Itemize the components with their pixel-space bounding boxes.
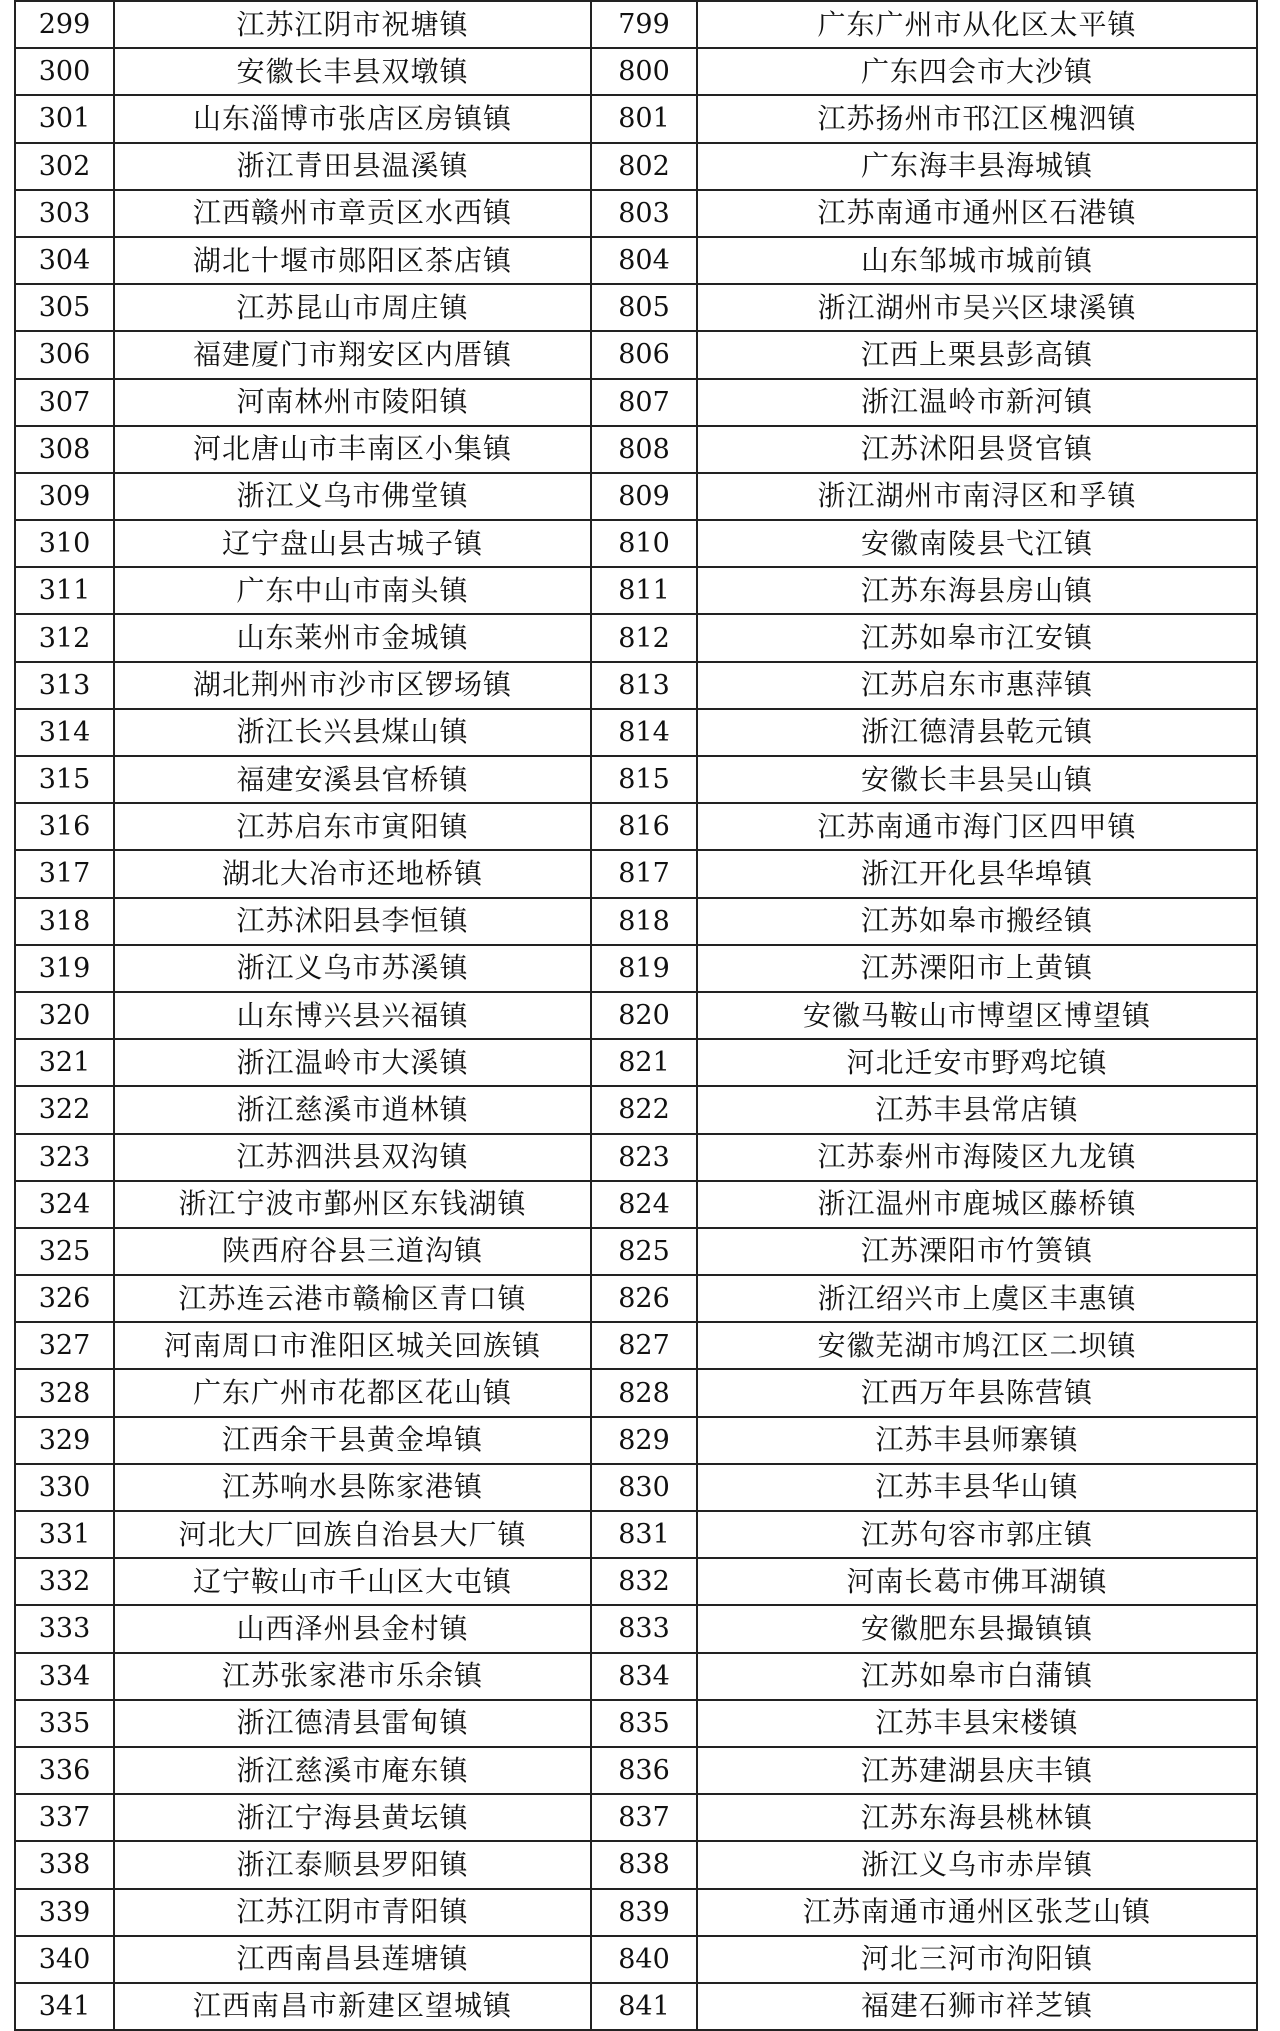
left-number-cell: 318	[15, 898, 114, 945]
left-town-name-cell: 浙江义乌市苏溪镇	[114, 945, 591, 992]
right-number-cell: 802	[591, 143, 697, 190]
table-row	[15, 1889, 1257, 1936]
table-row	[15, 1605, 1257, 1652]
left-number-cell: 328	[15, 1369, 114, 1416]
left-number-cell: 309	[15, 473, 114, 520]
left-town-name-cell: 浙江慈溪市逍林镇	[114, 1086, 591, 1133]
right-number-cell: 839	[591, 1889, 697, 1936]
left-town-name-cell: 山东淄博市张店区房镇镇	[114, 95, 591, 142]
right-number-cell: 807	[591, 379, 697, 426]
right-town-name-cell: 江苏启东市惠萍镇	[697, 662, 1257, 709]
right-town-name-cell: 河北三河市泃阳镇	[697, 1936, 1257, 1983]
right-number-cell: 834	[591, 1653, 697, 1700]
table-row	[15, 992, 1257, 1039]
table-row	[15, 1983, 1257, 2030]
left-number-cell: 323	[15, 1134, 114, 1181]
left-number-cell: 334	[15, 1653, 114, 1700]
right-town-name-cell: 江苏溧阳市上黄镇	[697, 945, 1257, 992]
table-row	[15, 1464, 1257, 1511]
left-town-name-cell: 浙江德清县雷甸镇	[114, 1700, 591, 1747]
table-row	[15, 237, 1257, 284]
town-list-table	[14, 0, 1258, 2031]
left-number-cell: 317	[15, 850, 114, 897]
left-number-cell: 331	[15, 1511, 114, 1558]
table-row	[15, 331, 1257, 378]
right-number-cell: 836	[591, 1747, 697, 1794]
left-town-name-cell: 辽宁鞍山市千山区大屯镇	[114, 1558, 591, 1605]
right-town-name-cell: 江苏南通市通州区石港镇	[697, 190, 1257, 237]
left-town-name-cell: 江西余干县黄金埠镇	[114, 1417, 591, 1464]
left-town-name-cell: 江西南昌市新建区望城镇	[114, 1983, 591, 2030]
left-town-name-cell: 广东广州市花都区花山镇	[114, 1369, 591, 1416]
table-row	[15, 1936, 1257, 1983]
right-town-name-cell: 江苏丰县师寨镇	[697, 1417, 1257, 1464]
right-number-cell: 829	[591, 1417, 697, 1464]
left-number-cell: 325	[15, 1228, 114, 1275]
left-number-cell: 304	[15, 237, 114, 284]
right-number-cell: 809	[591, 473, 697, 520]
right-number-cell: 799	[591, 1, 697, 48]
left-number-cell: 303	[15, 190, 114, 237]
right-number-cell: 833	[591, 1605, 697, 1652]
right-town-name-cell: 江苏南通市通州区张芝山镇	[697, 1889, 1257, 1936]
left-town-name-cell: 河南周口市淮阳区城关回族镇	[114, 1322, 591, 1369]
left-town-name-cell: 江苏张家港市乐余镇	[114, 1653, 591, 1700]
left-number-cell: 340	[15, 1936, 114, 1983]
left-number-cell: 315	[15, 756, 114, 803]
table-row	[15, 190, 1257, 237]
table-row	[15, 1086, 1257, 1133]
left-town-name-cell: 福建厦门市翔安区内厝镇	[114, 331, 591, 378]
right-town-name-cell: 江西万年县陈营镇	[697, 1369, 1257, 1416]
table-row	[15, 1275, 1257, 1322]
right-town-name-cell: 福建石狮市祥芝镇	[697, 1983, 1257, 2030]
table-row	[15, 1417, 1257, 1464]
table-body	[15, 1, 1257, 2030]
right-town-name-cell: 广东四会市大沙镇	[697, 48, 1257, 95]
right-number-cell: 806	[591, 331, 697, 378]
table-row	[15, 1700, 1257, 1747]
left-number-cell: 339	[15, 1889, 114, 1936]
table-row	[15, 709, 1257, 756]
table-row	[15, 1511, 1257, 1558]
right-town-name-cell: 浙江温岭市新河镇	[697, 379, 1257, 426]
left-town-name-cell: 江苏江阴市青阳镇	[114, 1889, 591, 1936]
left-number-cell: 312	[15, 614, 114, 661]
right-town-name-cell: 江苏句容市郭庄镇	[697, 1511, 1257, 1558]
left-town-name-cell: 浙江宁波市鄞州区东钱湖镇	[114, 1181, 591, 1228]
left-town-name-cell: 湖北荆州市沙市区锣场镇	[114, 662, 591, 709]
table-row	[15, 1794, 1257, 1841]
right-number-cell: 813	[591, 662, 697, 709]
right-number-cell: 822	[591, 1086, 697, 1133]
right-town-name-cell: 江苏丰县宋楼镇	[697, 1700, 1257, 1747]
left-town-name-cell: 湖北大冶市还地桥镇	[114, 850, 591, 897]
left-town-name-cell: 河南林州市陵阳镇	[114, 379, 591, 426]
right-number-cell: 814	[591, 709, 697, 756]
right-town-name-cell: 安徽芜湖市鸠江区二坝镇	[697, 1322, 1257, 1369]
left-number-cell: 321	[15, 1039, 114, 1086]
left-number-cell: 302	[15, 143, 114, 190]
table-row	[15, 1322, 1257, 1369]
table-row	[15, 143, 1257, 190]
left-number-cell: 336	[15, 1747, 114, 1794]
right-town-name-cell: 江苏丰县常店镇	[697, 1086, 1257, 1133]
right-town-name-cell: 江苏如皋市搬经镇	[697, 898, 1257, 945]
right-number-cell: 817	[591, 850, 697, 897]
left-town-name-cell: 浙江长兴县煤山镇	[114, 709, 591, 756]
left-town-name-cell: 江苏启东市寅阳镇	[114, 803, 591, 850]
left-town-name-cell: 江西赣州市章贡区水西镇	[114, 190, 591, 237]
table-row	[15, 803, 1257, 850]
table-row	[15, 662, 1257, 709]
right-number-cell: 835	[591, 1700, 697, 1747]
right-number-cell: 828	[591, 1369, 697, 1416]
right-number-cell: 840	[591, 1936, 697, 1983]
left-town-name-cell: 江苏江阴市祝塘镇	[114, 1, 591, 48]
right-town-name-cell: 江苏泰州市海陵区九龙镇	[697, 1134, 1257, 1181]
table-row	[15, 284, 1257, 331]
right-town-name-cell: 浙江温州市鹿城区藤桥镇	[697, 1181, 1257, 1228]
table-row	[15, 1558, 1257, 1605]
right-number-cell: 837	[591, 1794, 697, 1841]
table-row	[15, 1134, 1257, 1181]
right-town-name-cell: 江苏沭阳县贤官镇	[697, 426, 1257, 473]
left-town-name-cell: 浙江温岭市大溪镇	[114, 1039, 591, 1086]
table-row	[15, 95, 1257, 142]
left-number-cell: 326	[15, 1275, 114, 1322]
left-number-cell: 320	[15, 992, 114, 1039]
right-number-cell: 801	[591, 95, 697, 142]
left-number-cell: 311	[15, 567, 114, 614]
left-number-cell: 333	[15, 1605, 114, 1652]
table-row	[15, 614, 1257, 661]
right-town-name-cell: 浙江开化县华埠镇	[697, 850, 1257, 897]
left-number-cell: 335	[15, 1700, 114, 1747]
left-number-cell: 338	[15, 1841, 114, 1888]
table-row	[15, 945, 1257, 992]
left-number-cell: 329	[15, 1417, 114, 1464]
left-town-name-cell: 山西泽州县金村镇	[114, 1605, 591, 1652]
table-row	[15, 379, 1257, 426]
left-town-name-cell: 河北唐山市丰南区小集镇	[114, 426, 591, 473]
left-number-cell: 337	[15, 1794, 114, 1841]
right-number-cell: 811	[591, 567, 697, 614]
left-town-name-cell: 江苏昆山市周庄镇	[114, 284, 591, 331]
left-town-name-cell: 江苏连云港市赣榆区青口镇	[114, 1275, 591, 1322]
table-row	[15, 473, 1257, 520]
right-number-cell: 830	[591, 1464, 697, 1511]
left-number-cell: 322	[15, 1086, 114, 1133]
left-number-cell: 301	[15, 95, 114, 142]
right-number-cell: 818	[591, 898, 697, 945]
right-town-name-cell: 安徽肥东县撮镇镇	[697, 1605, 1257, 1652]
right-town-name-cell: 江苏东海县房山镇	[697, 567, 1257, 614]
table-row	[15, 1, 1257, 48]
right-town-name-cell: 江苏丰县华山镇	[697, 1464, 1257, 1511]
left-number-cell: 316	[15, 803, 114, 850]
right-town-name-cell: 安徽南陵县弋江镇	[697, 520, 1257, 567]
left-number-cell: 324	[15, 1181, 114, 1228]
left-number-cell: 332	[15, 1558, 114, 1605]
right-number-cell: 820	[591, 992, 697, 1039]
left-number-cell: 299	[15, 1, 114, 48]
left-number-cell: 305	[15, 284, 114, 331]
right-number-cell: 810	[591, 520, 697, 567]
left-town-name-cell: 浙江青田县温溪镇	[114, 143, 591, 190]
right-town-name-cell: 江苏建湖县庆丰镇	[697, 1747, 1257, 1794]
right-number-cell: 819	[591, 945, 697, 992]
left-number-cell: 330	[15, 1464, 114, 1511]
right-number-cell: 800	[591, 48, 697, 95]
right-town-name-cell: 江苏如皋市白蒲镇	[697, 1653, 1257, 1700]
table-row	[15, 756, 1257, 803]
left-number-cell: 306	[15, 331, 114, 378]
table-row	[15, 1369, 1257, 1416]
left-number-cell: 341	[15, 1983, 114, 2030]
left-number-cell: 300	[15, 48, 114, 95]
left-town-name-cell: 浙江宁海县黄坛镇	[114, 1794, 591, 1841]
right-number-cell: 808	[591, 426, 697, 473]
right-town-name-cell: 安徽长丰县吴山镇	[697, 756, 1257, 803]
left-town-name-cell: 江西南昌县莲塘镇	[114, 1936, 591, 1983]
left-town-name-cell: 江苏沭阳县李恒镇	[114, 898, 591, 945]
left-number-cell: 313	[15, 662, 114, 709]
right-number-cell: 838	[591, 1841, 697, 1888]
table-row	[15, 1653, 1257, 1700]
right-town-name-cell: 江苏东海县桃林镇	[697, 1794, 1257, 1841]
table-row	[15, 1039, 1257, 1086]
left-number-cell: 314	[15, 709, 114, 756]
left-number-cell: 319	[15, 945, 114, 992]
right-number-cell: 805	[591, 284, 697, 331]
right-town-name-cell: 浙江湖州市吴兴区埭溪镇	[697, 284, 1257, 331]
right-town-name-cell: 浙江德清县乾元镇	[697, 709, 1257, 756]
left-number-cell: 308	[15, 426, 114, 473]
right-number-cell: 816	[591, 803, 697, 850]
table-row	[15, 48, 1257, 95]
table-row	[15, 567, 1257, 614]
right-town-name-cell: 河南长葛市佛耳湖镇	[697, 1558, 1257, 1605]
left-town-name-cell: 江苏响水县陈家港镇	[114, 1464, 591, 1511]
table-row	[15, 426, 1257, 473]
table-row	[15, 1228, 1257, 1275]
table-row	[15, 1747, 1257, 1794]
right-town-name-cell: 江苏如皋市江安镇	[697, 614, 1257, 661]
left-town-name-cell: 浙江义乌市佛堂镇	[114, 473, 591, 520]
right-town-name-cell: 浙江绍兴市上虞区丰惠镇	[697, 1275, 1257, 1322]
left-town-name-cell: 江苏泗洪县双沟镇	[114, 1134, 591, 1181]
right-number-cell: 841	[591, 1983, 697, 2030]
left-number-cell: 327	[15, 1322, 114, 1369]
left-town-name-cell: 山东莱州市金城镇	[114, 614, 591, 661]
right-number-cell: 812	[591, 614, 697, 661]
right-town-name-cell: 山东邹城市城前镇	[697, 237, 1257, 284]
table-row	[15, 520, 1257, 567]
right-town-name-cell: 广东广州市从化区太平镇	[697, 1, 1257, 48]
right-number-cell: 825	[591, 1228, 697, 1275]
left-town-name-cell: 浙江慈溪市庵东镇	[114, 1747, 591, 1794]
table-row	[15, 1841, 1257, 1888]
left-town-name-cell: 浙江泰顺县罗阳镇	[114, 1841, 591, 1888]
right-number-cell: 827	[591, 1322, 697, 1369]
right-number-cell: 826	[591, 1275, 697, 1322]
table-row	[15, 898, 1257, 945]
left-town-name-cell: 陕西府谷县三道沟镇	[114, 1228, 591, 1275]
right-town-name-cell: 江西上栗县彭高镇	[697, 331, 1257, 378]
left-number-cell: 310	[15, 520, 114, 567]
right-number-cell: 804	[591, 237, 697, 284]
left-town-name-cell: 河北大厂回族自治县大厂镇	[114, 1511, 591, 1558]
left-number-cell: 307	[15, 379, 114, 426]
right-number-cell: 803	[591, 190, 697, 237]
left-town-name-cell: 广东中山市南头镇	[114, 567, 591, 614]
right-number-cell: 823	[591, 1134, 697, 1181]
left-town-name-cell: 湖北十堰市郧阳区茶店镇	[114, 237, 591, 284]
table-row	[15, 850, 1257, 897]
right-town-name-cell: 江苏扬州市邗江区槐泗镇	[697, 95, 1257, 142]
right-number-cell: 821	[591, 1039, 697, 1086]
right-town-name-cell: 广东海丰县海城镇	[697, 143, 1257, 190]
right-town-name-cell: 浙江义乌市赤岸镇	[697, 1841, 1257, 1888]
right-number-cell: 824	[591, 1181, 697, 1228]
table-row	[15, 1181, 1257, 1228]
left-town-name-cell: 辽宁盘山县古城子镇	[114, 520, 591, 567]
right-number-cell: 831	[591, 1511, 697, 1558]
right-town-name-cell: 浙江湖州市南浔区和孚镇	[697, 473, 1257, 520]
right-town-name-cell: 河北迁安市野鸡坨镇	[697, 1039, 1257, 1086]
left-town-name-cell: 安徽长丰县双墩镇	[114, 48, 591, 95]
right-number-cell: 815	[591, 756, 697, 803]
right-town-name-cell: 江苏溧阳市竹箦镇	[697, 1228, 1257, 1275]
right-town-name-cell: 江苏南通市海门区四甲镇	[697, 803, 1257, 850]
right-town-name-cell: 安徽马鞍山市博望区博望镇	[697, 992, 1257, 1039]
left-town-name-cell: 山东博兴县兴福镇	[114, 992, 591, 1039]
left-town-name-cell: 福建安溪县官桥镇	[114, 756, 591, 803]
right-number-cell: 832	[591, 1558, 697, 1605]
